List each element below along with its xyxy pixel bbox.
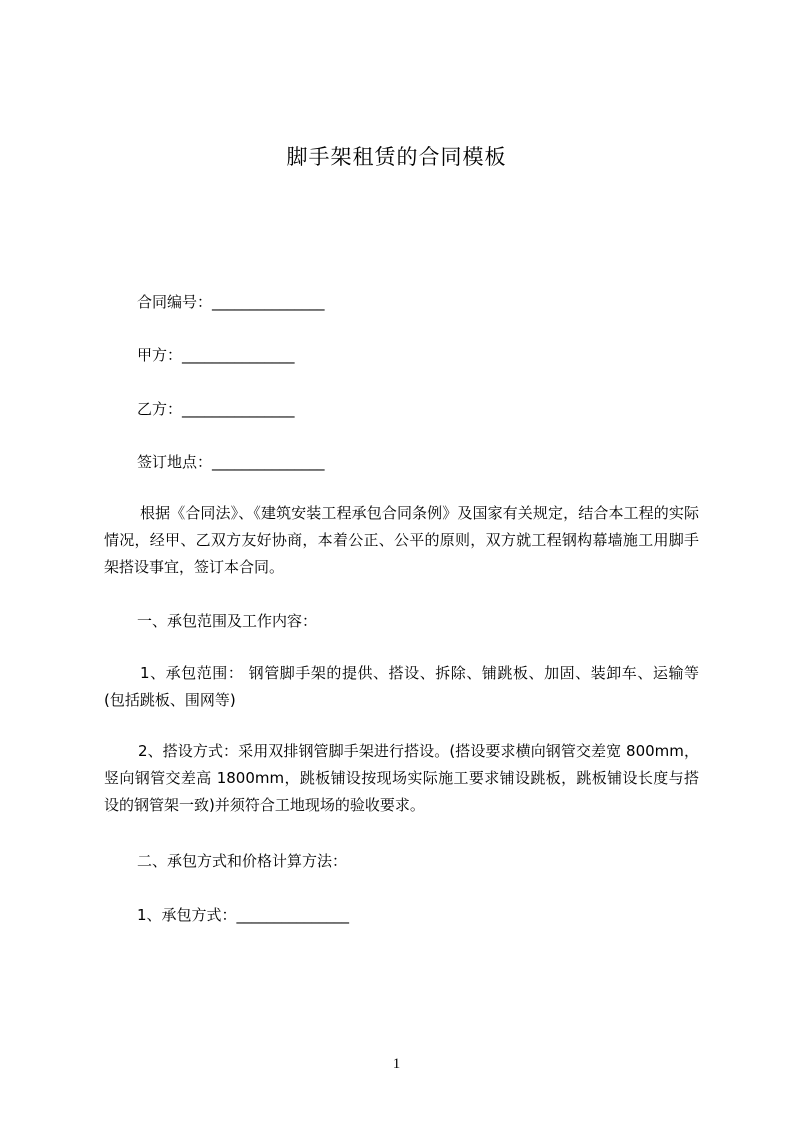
party-a-label: 甲方：: [137, 346, 183, 364]
page-number: 1: [392, 1056, 401, 1072]
contract-method-label: 1、承包方式：: [137, 906, 237, 924]
document-title: 脚手架租赁的合同模板: [286, 145, 507, 169]
contract-method-field: [137, 903, 349, 927]
party-b-blank: _______________: [182, 400, 295, 418]
contract-number-field: [137, 290, 325, 314]
scope-item: 1、承包范围： 钢管脚手架的提供、搭设、拆除、铺跳板、加固、装卸车、运输等(包括跳板、围网等): [104, 664, 699, 709]
party-b-field: [137, 397, 295, 421]
section-2-heading: 二、承包方式和价格计算方法：: [137, 852, 348, 870]
intro-paragraph: 根据《合同法》、《建筑安装工程承包合同条例》及国家有关规定，结合本工程的实际情况，经甲、乙双方友好协商，本着公正、公平的原则，双方就工程钢构幕墙施工用脚手架搭设事宜，签订本合同。: [104, 504, 699, 576]
method-item: 2、搭设方式：采用双排钢管脚手架进行搭设。(搭设要求横向钢管交差宽 800mm，竖向钢管交差高 1800mm，跳板铺设按现场实际施工要求铺设跳板，跳板铺设长度与搭设的钢管架一致)并须符合工地现场的验收要求。: [104, 742, 699, 814]
party-a-field: [137, 343, 295, 367]
section-1-heading: 一、承包范围及工作内容：: [137, 612, 318, 630]
contract-number-blank: _______________: [212, 293, 325, 311]
signing-place-field: [137, 450, 325, 474]
contract-method-blank: _______________: [236, 906, 350, 924]
signing-place-label: 签订地点：: [137, 453, 213, 471]
contract-number-label: 合同编号：: [137, 293, 213, 311]
party-b-label: 乙方：: [137, 400, 183, 418]
party-a-blank: _______________: [182, 346, 295, 364]
signing-place-blank: _______________: [212, 453, 325, 471]
